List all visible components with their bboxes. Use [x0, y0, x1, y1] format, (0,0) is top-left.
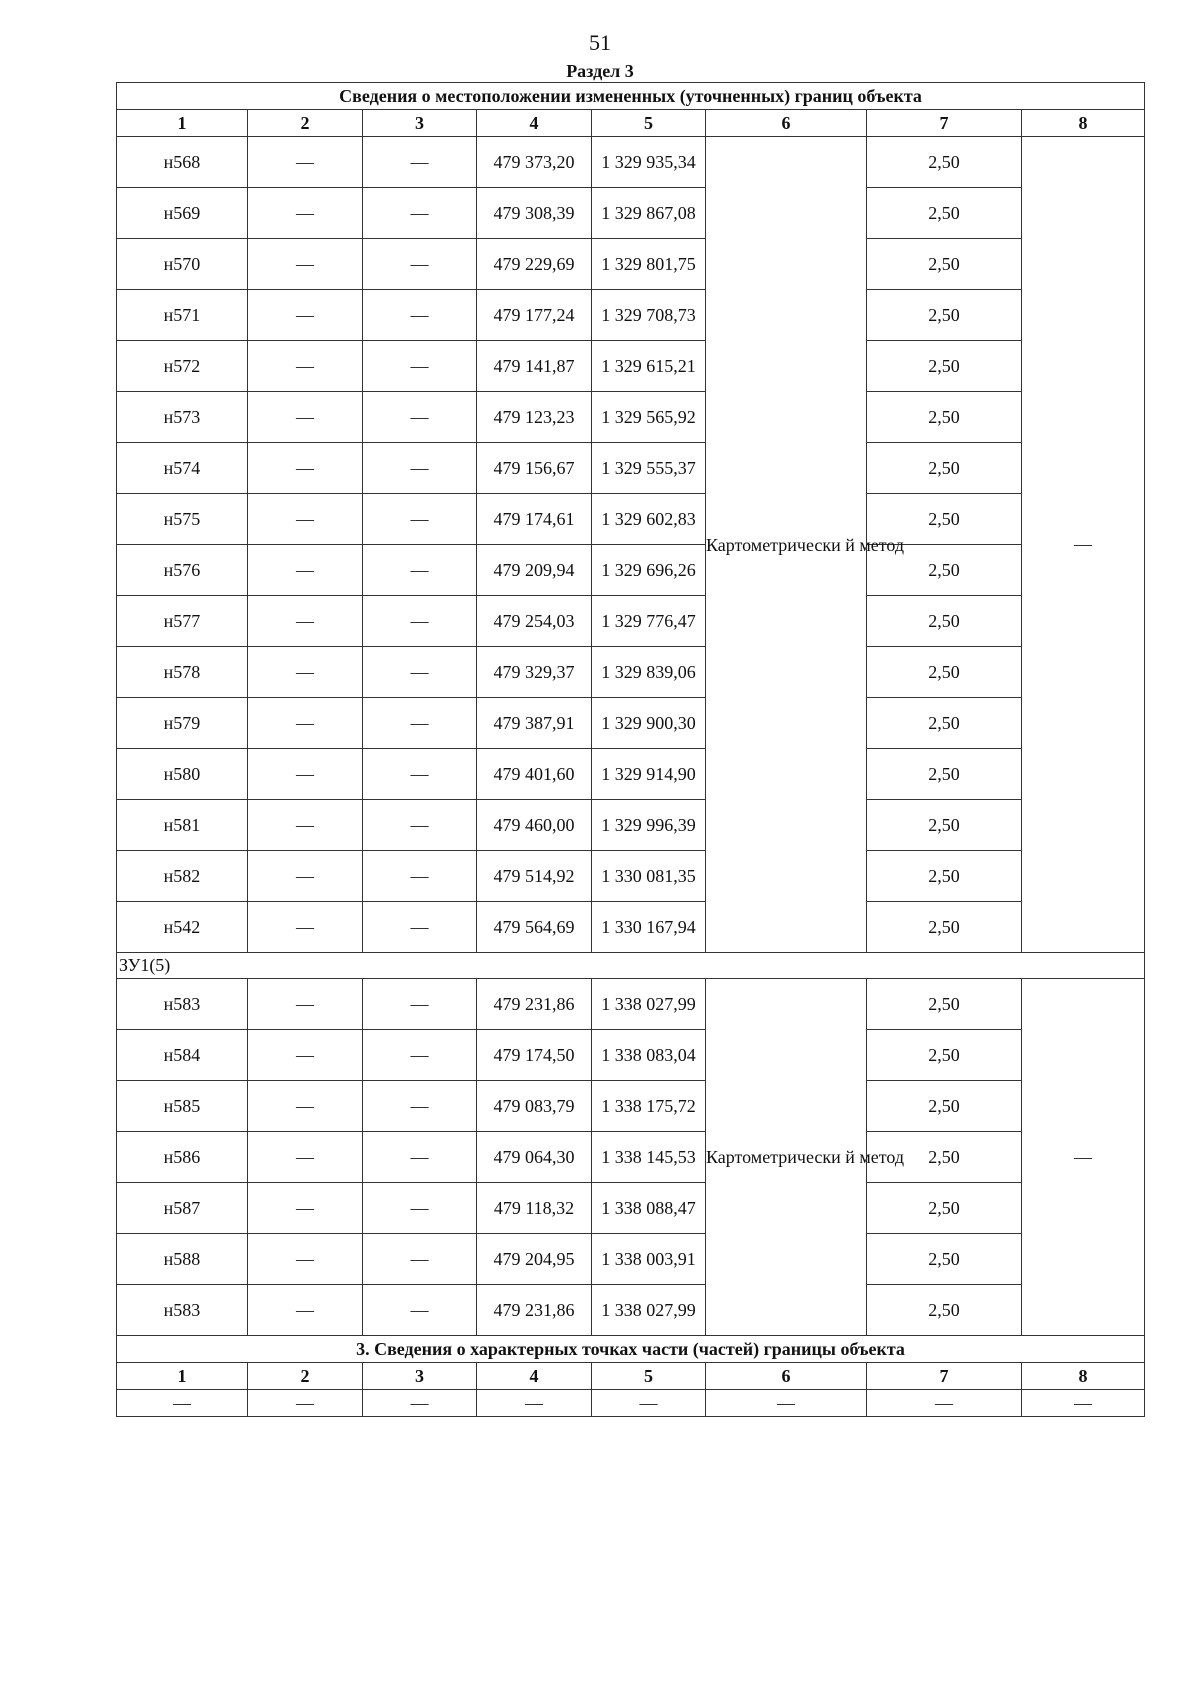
accuracy-cell: 2,50: [867, 1030, 1022, 1081]
accuracy-cell: 2,50: [867, 1234, 1022, 1285]
empty-cell: —: [592, 1390, 706, 1417]
table-row: [117, 647, 1145, 698]
accuracy-cell: 2,50: [867, 647, 1022, 698]
coordinate-x-cell: 479 229,69: [477, 239, 592, 290]
column8-cell: —: [1022, 137, 1145, 953]
coordinate-y-cell: 1 329 935,34: [592, 137, 706, 188]
coordinate-y-cell: 1 329 565,92: [592, 392, 706, 443]
coordinate-x-cell: 479 174,61: [477, 494, 592, 545]
coordinate-y-cell: 1 329 914,90: [592, 749, 706, 800]
column-header: 3: [363, 110, 477, 137]
point-name-cell: н572: [117, 341, 248, 392]
empty-cell: —: [363, 443, 477, 494]
empty-cell: —: [248, 341, 363, 392]
table-row: [117, 1081, 1145, 1132]
empty-cell: —: [248, 239, 363, 290]
point-name-cell: н586: [117, 1132, 248, 1183]
empty-cell: —: [248, 188, 363, 239]
empty-cell: —: [363, 1030, 477, 1081]
empty-cell: —: [363, 494, 477, 545]
column-header: 3: [363, 1363, 477, 1390]
column-header: 6: [706, 1363, 867, 1390]
coordinate-x-cell: 479 231,86: [477, 979, 592, 1030]
accuracy-cell: 2,50: [867, 443, 1022, 494]
column-header: 2: [248, 1363, 363, 1390]
coordinate-x-cell: 479 177,24: [477, 290, 592, 341]
method-cell: Картометрически й метод: [706, 137, 867, 953]
coordinate-y-cell: 1 329 776,47: [592, 596, 706, 647]
accuracy-cell: 2,50: [867, 749, 1022, 800]
empty-cell: —: [363, 137, 477, 188]
point-name-cell: н582: [117, 851, 248, 902]
empty-cell: —: [248, 1081, 363, 1132]
empty-cell: —: [363, 290, 477, 341]
coordinate-y-cell: 1 330 167,94: [592, 902, 706, 953]
empty-cell: —: [248, 1132, 363, 1183]
empty-cell: —: [363, 749, 477, 800]
empty-cell: —: [248, 1285, 363, 1336]
table-row: [117, 851, 1145, 902]
empty-cell: —: [248, 1030, 363, 1081]
empty-cell: —: [248, 647, 363, 698]
coordinate-y-cell: 1 338 027,99: [592, 1285, 706, 1336]
table-row: [117, 290, 1145, 341]
point-name-cell: н577: [117, 596, 248, 647]
table-row: [117, 341, 1145, 392]
coordinate-x-cell: 479 308,39: [477, 188, 592, 239]
column-header: 1: [117, 1363, 248, 1390]
empty-cell: —: [248, 749, 363, 800]
point-name-cell: н583: [117, 1285, 248, 1336]
coordinate-y-cell: 1 329 696,26: [592, 545, 706, 596]
table-row: [117, 979, 1145, 1030]
empty-cell: —: [867, 1390, 1022, 1417]
coordinate-x-cell: 479 329,37: [477, 647, 592, 698]
empty-cell: —: [248, 443, 363, 494]
empty-cell: —: [248, 494, 363, 545]
empty-cell: —: [248, 851, 363, 902]
accuracy-cell: 2,50: [867, 851, 1022, 902]
accuracy-cell: 2,50: [867, 698, 1022, 749]
empty-cell: —: [477, 1390, 592, 1417]
column-header: 5: [592, 1363, 706, 1390]
coordinate-y-cell: 1 330 081,35: [592, 851, 706, 902]
point-name-cell: н581: [117, 800, 248, 851]
coordinate-y-cell: 1 338 175,72: [592, 1081, 706, 1132]
point-name-cell: н588: [117, 1234, 248, 1285]
accuracy-cell: 2,50: [867, 800, 1022, 851]
table-row: [117, 1183, 1145, 1234]
empty-cell: —: [363, 800, 477, 851]
empty-cell: —: [248, 596, 363, 647]
coordinate-y-cell: 1 329 708,73: [592, 290, 706, 341]
table-row: [117, 596, 1145, 647]
accuracy-cell: 2,50: [867, 596, 1022, 647]
point-name-cell: н568: [117, 137, 248, 188]
column-header: 4: [477, 1363, 592, 1390]
empty-cell: —: [248, 698, 363, 749]
accuracy-cell: 2,50: [867, 1132, 1022, 1183]
group-label-row: [117, 953, 1145, 979]
accuracy-cell: 2,50: [867, 902, 1022, 953]
accuracy-cell: 2,50: [867, 494, 1022, 545]
column-header: 8: [1022, 110, 1145, 137]
column-header: 6: [706, 110, 867, 137]
section-title: Раздел 3: [566, 61, 634, 81]
table-row: [117, 800, 1145, 851]
empty-cell: —: [363, 1234, 477, 1285]
table-row: [117, 749, 1145, 800]
empty-cell: —: [363, 596, 477, 647]
empty-cell: —: [248, 1234, 363, 1285]
point-name-cell: н570: [117, 239, 248, 290]
coordinate-x-cell: 479 514,92: [477, 851, 592, 902]
coordinate-x-cell: 479 564,69: [477, 902, 592, 953]
point-name-cell: н583: [117, 979, 248, 1030]
point-name-cell: н587: [117, 1183, 248, 1234]
coordinate-y-cell: 1 329 801,75: [592, 239, 706, 290]
table-row: [117, 239, 1145, 290]
coordinate-x-cell: 479 231,86: [477, 1285, 592, 1336]
point-name-cell: н580: [117, 749, 248, 800]
point-name-cell: н575: [117, 494, 248, 545]
table-row: [117, 392, 1145, 443]
table-row: [117, 443, 1145, 494]
coordinate-x-cell: 479 123,23: [477, 392, 592, 443]
group-label: ЗУ1(5): [117, 953, 1145, 979]
column-header: 7: [867, 1363, 1022, 1390]
section2-caption: 3. Сведения о характерных точках части (частей) границы объекта: [117, 1336, 1145, 1363]
empty-cell: —: [248, 979, 363, 1030]
point-name-cell: н576: [117, 545, 248, 596]
column-header: 1: [117, 110, 248, 137]
coordinate-y-cell: 1 329 839,06: [592, 647, 706, 698]
column-header: 7: [867, 110, 1022, 137]
coordinate-x-cell: 479 254,03: [477, 596, 592, 647]
empty-cell: —: [248, 1183, 363, 1234]
accuracy-cell: 2,50: [867, 188, 1022, 239]
accuracy-cell: 2,50: [867, 137, 1022, 188]
accuracy-cell: 2,50: [867, 1183, 1022, 1234]
empty-cell: —: [363, 851, 477, 902]
table-row: [117, 494, 1145, 545]
coordinate-y-cell: 1 329 615,21: [592, 341, 706, 392]
table-row: [117, 545, 1145, 596]
empty-cell: —: [363, 647, 477, 698]
section2-caption-row: [117, 1336, 1145, 1363]
point-name-cell: н574: [117, 443, 248, 494]
table-row: [117, 1234, 1145, 1285]
accuracy-cell: 2,50: [867, 341, 1022, 392]
table-row: [117, 137, 1145, 188]
empty-cell: —: [363, 979, 477, 1030]
table-caption: Сведения о местоположении измененных (уточненных) границ объекта: [117, 83, 1145, 110]
coordinate-y-cell: 1 338 145,53: [592, 1132, 706, 1183]
coordinate-x-cell: 479 209,94: [477, 545, 592, 596]
accuracy-cell: 2,50: [867, 239, 1022, 290]
column-header: 8: [1022, 1363, 1145, 1390]
point-name-cell: н569: [117, 188, 248, 239]
point-name-cell: н542: [117, 902, 248, 953]
coordinate-y-cell: 1 338 088,47: [592, 1183, 706, 1234]
point-name-cell: н585: [117, 1081, 248, 1132]
empty-cell: —: [363, 1183, 477, 1234]
coordinate-y-cell: 1 329 996,39: [592, 800, 706, 851]
coordinate-x-cell: 479 460,00: [477, 800, 592, 851]
accuracy-cell: 2,50: [867, 1285, 1022, 1336]
coordinate-y-cell: 1 338 027,99: [592, 979, 706, 1030]
coordinate-x-cell: 479 141,87: [477, 341, 592, 392]
empty-cell: —: [248, 902, 363, 953]
table-row: [117, 902, 1145, 953]
coordinate-x-cell: 479 373,20: [477, 137, 592, 188]
column8-cell: —: [1022, 979, 1145, 1336]
column-header-row: [117, 110, 1145, 137]
accuracy-cell: 2,50: [867, 392, 1022, 443]
empty-cell: —: [363, 1285, 477, 1336]
empty-cell: —: [363, 1390, 477, 1417]
coordinate-x-cell: 479 083,79: [477, 1081, 592, 1132]
table-row: [117, 698, 1145, 749]
boundary-table: [116, 82, 1145, 1417]
empty-cell: —: [363, 902, 477, 953]
empty-cell: —: [248, 1390, 363, 1417]
empty-cell: —: [363, 392, 477, 443]
empty-cell: —: [363, 1132, 477, 1183]
empty-cell: —: [248, 392, 363, 443]
coordinate-y-cell: 1 329 900,30: [592, 698, 706, 749]
table-row: [117, 188, 1145, 239]
point-name-cell: н579: [117, 698, 248, 749]
coordinate-y-cell: 1 329 602,83: [592, 494, 706, 545]
table-row: [117, 1030, 1145, 1081]
section2-header-row: [117, 1363, 1145, 1390]
coordinate-y-cell: 1 329 867,08: [592, 188, 706, 239]
coordinate-x-cell: 479 174,50: [477, 1030, 592, 1081]
table-row: [117, 1132, 1145, 1183]
point-name-cell: н571: [117, 290, 248, 341]
empty-cell: —: [363, 698, 477, 749]
empty-cell: —: [117, 1390, 248, 1417]
coordinate-y-cell: 1 338 083,04: [592, 1030, 706, 1081]
empty-cell: —: [363, 1081, 477, 1132]
empty-cell: —: [706, 1390, 867, 1417]
accuracy-cell: 2,50: [867, 1081, 1022, 1132]
empty-cell: —: [363, 545, 477, 596]
column-header: 5: [592, 110, 706, 137]
table-caption-row: [117, 83, 1145, 110]
coordinate-x-cell: 479 204,95: [477, 1234, 592, 1285]
coordinate-x-cell: 479 064,30: [477, 1132, 592, 1183]
method-cell: Картометрически й метод: [706, 979, 867, 1336]
empty-cell: —: [248, 137, 363, 188]
column-header: 2: [248, 110, 363, 137]
coordinate-x-cell: 479 156,67: [477, 443, 592, 494]
accuracy-cell: 2,50: [867, 979, 1022, 1030]
coordinate-x-cell: 479 387,91: [477, 698, 592, 749]
coordinate-x-cell: 479 401,60: [477, 749, 592, 800]
section2-empty-row: [117, 1390, 1145, 1417]
coordinate-y-cell: 1 329 555,37: [592, 443, 706, 494]
accuracy-cell: 2,50: [867, 545, 1022, 596]
page-number: 51: [589, 30, 611, 55]
column-header: 4: [477, 110, 592, 137]
coordinate-y-cell: 1 338 003,91: [592, 1234, 706, 1285]
empty-cell: —: [248, 800, 363, 851]
empty-cell: —: [363, 188, 477, 239]
coordinate-x-cell: 479 118,32: [477, 1183, 592, 1234]
empty-cell: —: [248, 290, 363, 341]
point-name-cell: н584: [117, 1030, 248, 1081]
empty-cell: —: [248, 545, 363, 596]
table-row: [117, 1285, 1145, 1336]
empty-cell: —: [363, 341, 477, 392]
point-name-cell: н578: [117, 647, 248, 698]
empty-cell: —: [1022, 1390, 1145, 1417]
empty-cell: —: [363, 239, 477, 290]
accuracy-cell: 2,50: [867, 290, 1022, 341]
point-name-cell: н573: [117, 392, 248, 443]
